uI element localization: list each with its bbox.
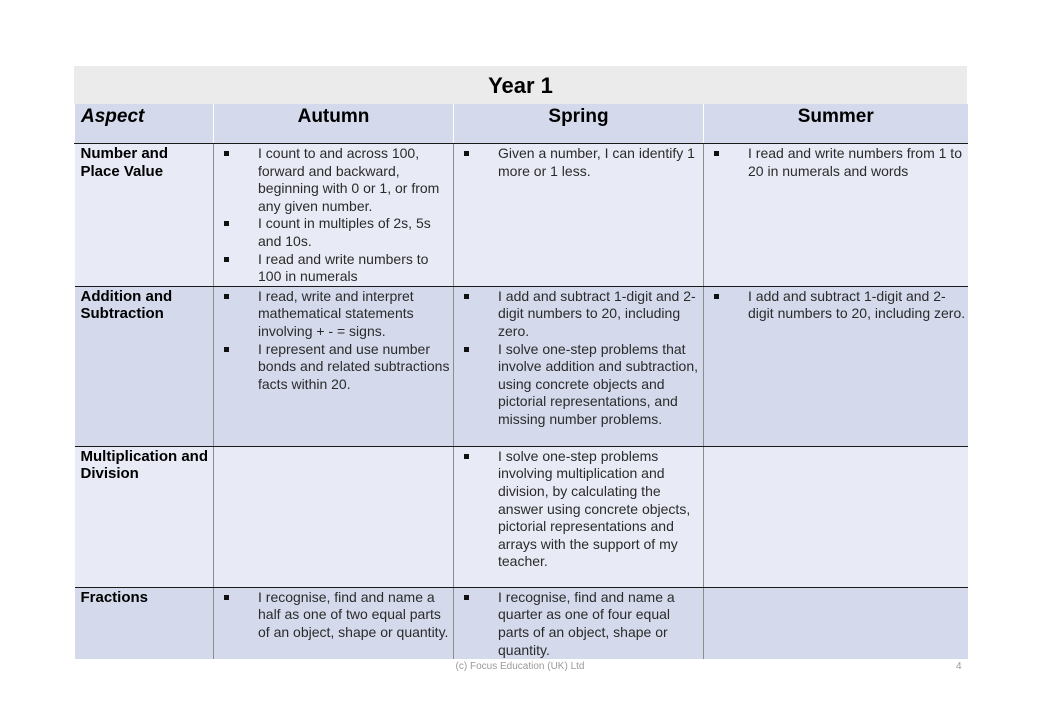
objective-text: I read and write numbers from 1 to 20 in numerals and words [748, 145, 962, 179]
square-bullet-icon [224, 221, 229, 226]
square-bullet-icon [714, 294, 719, 299]
header-spring: Spring [454, 104, 704, 144]
row-number-place-value [75, 144, 968, 287]
objective-list [456, 448, 701, 571]
objective-text: I add and subtract 1-digit and 2-digit numbers to 20, including zero. [498, 287, 696, 339]
row-multiplication-division [75, 446, 968, 587]
objective-item [706, 288, 966, 323]
square-bullet-icon [224, 151, 229, 156]
square-bullet-icon [464, 454, 469, 459]
row-fractions [75, 587, 968, 659]
objective-item [456, 145, 701, 180]
square-bullet-icon [224, 257, 229, 262]
aspect-cell: Addition and Subtraction [75, 286, 214, 446]
header-autumn: Autumn [214, 104, 454, 144]
square-bullet-icon [464, 151, 469, 156]
row-addition-subtraction [75, 286, 968, 446]
page-number: 4 [956, 661, 962, 672]
square-bullet-icon [464, 595, 469, 600]
objective-list [456, 145, 701, 180]
objective-list [216, 288, 451, 394]
objective-text: I read, write and interpret mathematical statements involving + - = signs. [258, 287, 414, 339]
objective-item [216, 589, 451, 642]
objective-item [216, 341, 451, 394]
summer-cell [704, 286, 968, 446]
objective-text: I count in multiples of 2s, 5s and 10s. [258, 215, 431, 249]
autumn-cell [214, 446, 454, 587]
objective-item [456, 589, 701, 659]
summer-cell [704, 587, 968, 659]
objective-list [456, 288, 701, 429]
copyright-text: (c) Focus Education (UK) Ltd [455, 661, 585, 672]
objective-text: I read and write numbers to 100 in numerals [258, 250, 429, 285]
summer-cell [704, 446, 968, 587]
aspect-cell: Fractions [75, 587, 214, 659]
objective-list [216, 589, 451, 642]
objective-text: I solve one-step problems that involve addition and subtraction, using concrete objects and pictorial representations, and missing number problems. [498, 340, 699, 427]
objectives-table [74, 104, 968, 659]
objective-list [706, 288, 966, 323]
objective-text: Given a number, I can identify 1 more or 1 less. [498, 145, 695, 179]
objective-item [216, 145, 451, 215]
spring-cell [454, 286, 704, 446]
objective-text: I represent and use number bonds and related subtractions facts within 20. [258, 340, 450, 392]
objective-item [456, 341, 701, 429]
objective-item [216, 215, 451, 250]
objective-text: I recognise, find and name a quarter as one of four equal parts of an object, shape or quantity. [498, 588, 675, 658]
objective-item [706, 145, 966, 180]
year-title: Year 1 [74, 66, 967, 104]
curriculum-sheet [74, 66, 967, 659]
square-bullet-icon [224, 595, 229, 600]
header-row [75, 104, 968, 144]
header-summer: Summer [704, 104, 968, 144]
aspect-cell: Multiplication and Division [75, 446, 214, 587]
objective-text: I count to and across 100, forward and backward, beginning with 0 or 1, or from any given number. [258, 145, 440, 214]
objective-text: I solve one-step problems involving multiplication and division, by calculating the answer using concrete objects, pictorial representations and arrays with the support of my teacher. [498, 447, 691, 570]
objective-list [216, 145, 451, 286]
spring-cell [454, 587, 704, 659]
autumn-cell [214, 286, 454, 446]
objective-item [456, 448, 701, 571]
spring-cell [454, 144, 704, 287]
autumn-cell [214, 144, 454, 287]
square-bullet-icon [224, 347, 229, 352]
objective-text: I recognise, find and name a half as one of two equal parts of an object, shape or quantity. [258, 588, 449, 640]
objective-list [706, 145, 966, 180]
summer-cell [704, 144, 968, 287]
objective-item [216, 288, 451, 341]
objective-text: I add and subtract 1-digit and 2-digit numbers to 20, including zero. [748, 287, 966, 322]
square-bullet-icon [714, 151, 719, 156]
objective-list [456, 589, 701, 659]
spring-cell [454, 446, 704, 587]
objective-item [216, 251, 451, 286]
header-aspect: Aspect [75, 104, 214, 144]
autumn-cell [214, 587, 454, 659]
square-bullet-icon [464, 347, 469, 352]
square-bullet-icon [464, 294, 469, 299]
square-bullet-icon [224, 294, 229, 299]
aspect-cell: Number and Place Value [75, 144, 214, 287]
objective-item [456, 288, 701, 341]
